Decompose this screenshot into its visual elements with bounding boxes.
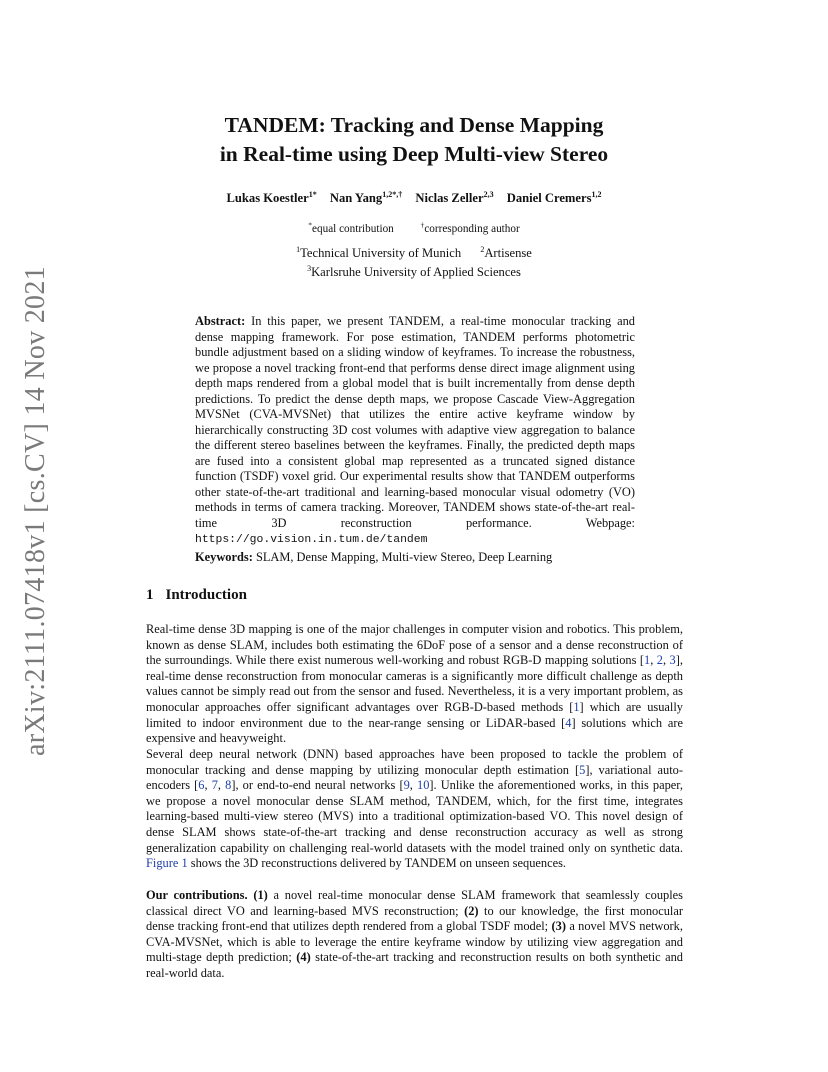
keywords-label: Keywords: bbox=[195, 550, 253, 564]
arxiv-identifier: arXiv:2111.07418v1 [cs.CV] 14 Nov 2021 bbox=[20, 266, 51, 756]
section-heading: 1 Introduction bbox=[146, 587, 247, 603]
abstract bbox=[195, 314, 635, 549]
abstract-label: Abstract: bbox=[195, 314, 246, 328]
affiliation: $^1$Technical University of Munich bbox=[296, 245, 462, 261]
citation-link[interactable]: 4 bbox=[565, 715, 572, 730]
affiliations bbox=[0, 242, 828, 280]
keywords bbox=[195, 550, 635, 566]
abstract-text: In this paper, we present TANDEM, a real-time monocular tracking and dense mapping framework. For pose estimation, TANDEM performs photometric bundle adjustment based on a sliding window of keyframes. To increase the robustness, we propose a novel tracking front-end that performs dense direct image alignment using depth maps rendered from a global model that is built incrementally from dense depth predictions. To predict the dense depth maps, we propose Cascade View-Aggregation MVSNet (CVA-MVSNet) that utilizes the entire active keyframe window by hierarchically constructing 3D cost volumes with adaptive view aggregation to balance the different stereo baselines between the keyframes. Finally, the predicted depth maps are fused into a consistent global map represented as a truncated signed distance function (TSDF) voxel grid. Our experimental results show that TANDEM outperforms other state-of-the-art traditional and learning-based monocular visual odometry (VO) methods in terms of camera tracking. Moreover, TANDEM shows state-of-the-art real-time 3D reconstruction performance. Webpage: bbox=[195, 314, 635, 530]
figure-reference-link[interactable]: Figure 1 bbox=[146, 856, 188, 871]
citation-link[interactable]: 1 bbox=[573, 699, 580, 714]
corresponding-author-note: †corresponding author bbox=[420, 220, 520, 235]
citation-link[interactable]: 5 bbox=[579, 762, 586, 777]
author-notes bbox=[0, 220, 828, 235]
citation-link[interactable]: 10 bbox=[417, 778, 430, 793]
citation-link[interactable]: 8 bbox=[225, 778, 232, 793]
equal-contribution-note: *equal contribution bbox=[308, 220, 394, 235]
intro-paragraph-2: Several deep neural network (DNN) based approaches have been proposed to tackle the problem of monocular tracking and dense mapping by utilizing monocular depth estimation [5], variational auto-encoders [6, 7, 8], or end-to-end neural networks [9, 10]. Unlike the aforementioned works, in this paper, we propose a novel monocular dense SLAM method, TANDEM, which, for the first time, integrates learning-based multi-view stereo (MVS) into a traditional optimization-based VO. This novel design of dense SLAM shows state-of-the-art tracking and dense reconstruction accuracy as well as strong generalization capability on challenging real-world datasets with the model trained only on synthetic data. Figure 1 shows the 3D reconstructions delivered by TANDEM on unseen sequences. bbox=[146, 747, 684, 871]
keywords-text: SLAM, Dense Mapping, Multi-view Stereo, Deep Learning bbox=[255, 550, 553, 564]
author: Lukas Koestler$^{1*}$ bbox=[226, 190, 317, 206]
contributions-label: Our contributions. bbox=[146, 888, 248, 902]
author: Niclas Zeller$^{2,3}$ bbox=[415, 190, 494, 206]
intro-paragraph-1: Real-time dense 3D mapping is one of the major challenges in computer vision and robotics. This problem, known as dense SLAM, includes both estimating the 6DoF pose of a sensor and a dense reconstruction of the surroundings. While there exist numerous well-working and robust RGB-D mapping solutions [1, 2, 3], real-time dense reconstruction from monocular cameras is a significantly more difficult challenge as depth values cannot be simply read out from the sensor and fused. Nevertheless, it is a very important problem, as monocular approaches offer significant advantages over RGB-D-based methods [1] which are usually limited to indoor environment due to the near-range sensing or LiDAR-based [4] solutions which are expensive and heavyweight. bbox=[146, 622, 683, 746]
citation-link[interactable]: 3 bbox=[669, 653, 676, 668]
affiliation: $^2$Artisense bbox=[480, 245, 532, 261]
contributions-paragraph: Our contributions. (1) a novel real-time monocular dense SLAM framework that seamlessly couples classical direct VO and learning-based MVS reconstruction; (2) to our knowledge, the first monocular dense tracking front-end that utilizes depth rendered from a global TSDF model; (3) a novel MVS network, CVA-MVSNet, which is able to leverage the entire keyframe window by utilizing view aggregation and multi-stage depth prediction; (4) state-of-the-art tracking and reconstruction results on both synthetic and real-world data. bbox=[146, 888, 683, 980]
citation-link[interactable]: 7 bbox=[211, 778, 218, 793]
author: Daniel Cremers$^{1,2}$ bbox=[506, 190, 602, 206]
citation-link[interactable]: 6 bbox=[198, 778, 205, 793]
citation-link[interactable]: 1 bbox=[644, 653, 651, 668]
affiliation: $^3$Karlsruhe University of Applied Sciences bbox=[307, 264, 521, 280]
paper-title bbox=[0, 111, 828, 169]
author: Nan Yang$^{1,2*,\dagger}$ bbox=[329, 190, 403, 206]
citation-link[interactable]: 2 bbox=[656, 653, 663, 668]
title-line-2: in Real-time using Deep Multi-view Stereo bbox=[219, 142, 609, 166]
author-list bbox=[0, 190, 828, 206]
webpage-link[interactable]: https://go.vision.in.tum.de/tandem bbox=[195, 534, 428, 546]
citation-link[interactable]: 9 bbox=[403, 778, 410, 793]
title-line-1: TANDEM: Tracking and Dense Mapping bbox=[224, 113, 604, 137]
